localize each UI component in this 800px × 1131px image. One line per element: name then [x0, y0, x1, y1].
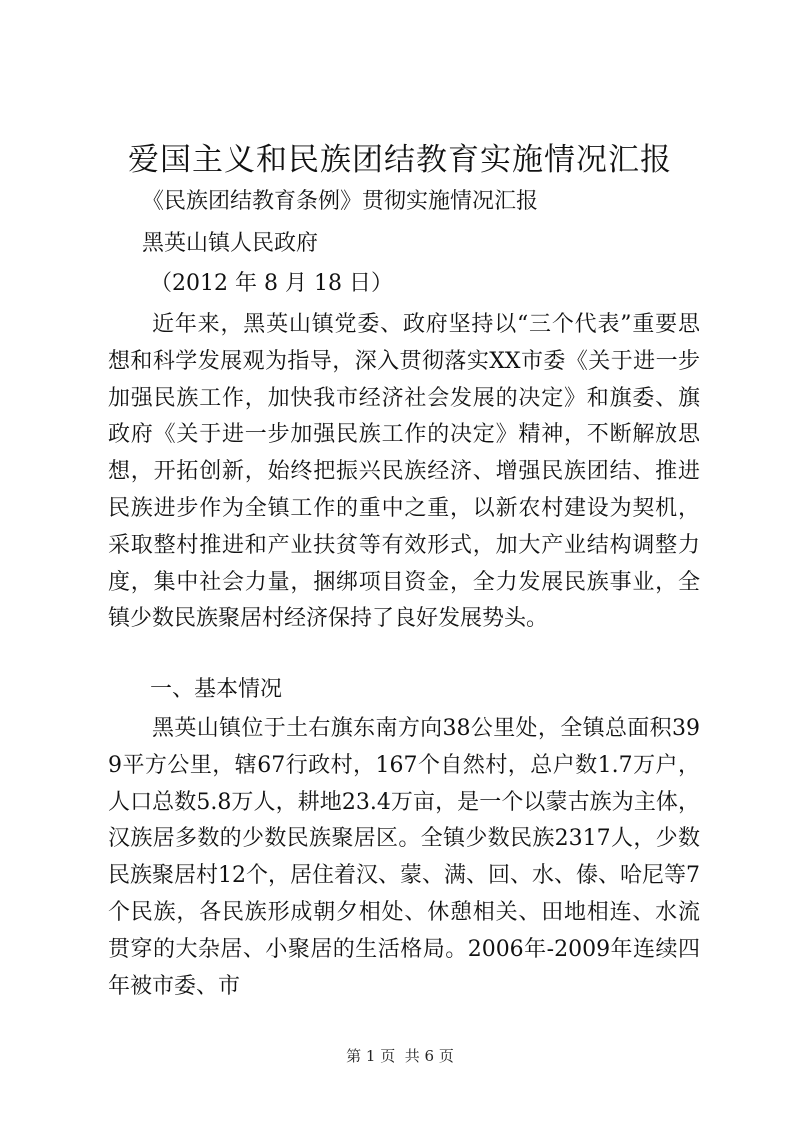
document-title: 爱国主义和民族团结教育实施情况汇报: [128, 142, 672, 178]
document-subtitle: 《民族团结教育条例》贯彻实施情况汇报: [142, 189, 539, 214]
section-heading: 一、基本情况: [150, 677, 283, 702]
intro-paragraph: 近年来，黑英山镇党委、政府坚持以“三个代表”重要思想和科学发展观为指导，深入贯彻落实XX市委《关于进一步加强民族工作，加快我市经济社会发展的决定》和旗委、旗政府《关于进一步加强民族工作的决定》精神，不断解放思想，开拓创新，始终把振兴民族经济、增强民族团结、推进民族进步作为全镇工作的重中之重，以新农村建设为契机，采取整村推进和产业扶贫等有效形式，加大产业结构调整力度，集中社会力量，捆绑项目资金，全力发展民族事业，全镇少数民族聚居村经济保持了良好发展势头。: [108, 312, 700, 632]
issuer-line: 黑英山镇人民政府: [142, 231, 319, 256]
date-line: （2012 年 8 月 18 日）: [150, 271, 393, 296]
section-paragraph: 黑英山镇位于土右旗东南方向38公里处，全镇总面积399平方公里，辖67行政村，167个自然村，总户数1.7万户，人口总数5.8万人，耕地23.4万亩，是一个以蒙古族为主体，汉族居多数的少数民族聚居区。全镇少数民族2317人，少数民族聚居村12个，居住着汉、蒙、满、回、水、傣、哈尼等7个民族，各民族形成朝夕相处、休憩相关、田地相连、水流贯穿的大杂居、小聚居的生活格局。2006年-2009年连续四年被市委、市: [108, 716, 700, 999]
page-footer: 第 1 页 共 6 页: [346, 1047, 454, 1065]
